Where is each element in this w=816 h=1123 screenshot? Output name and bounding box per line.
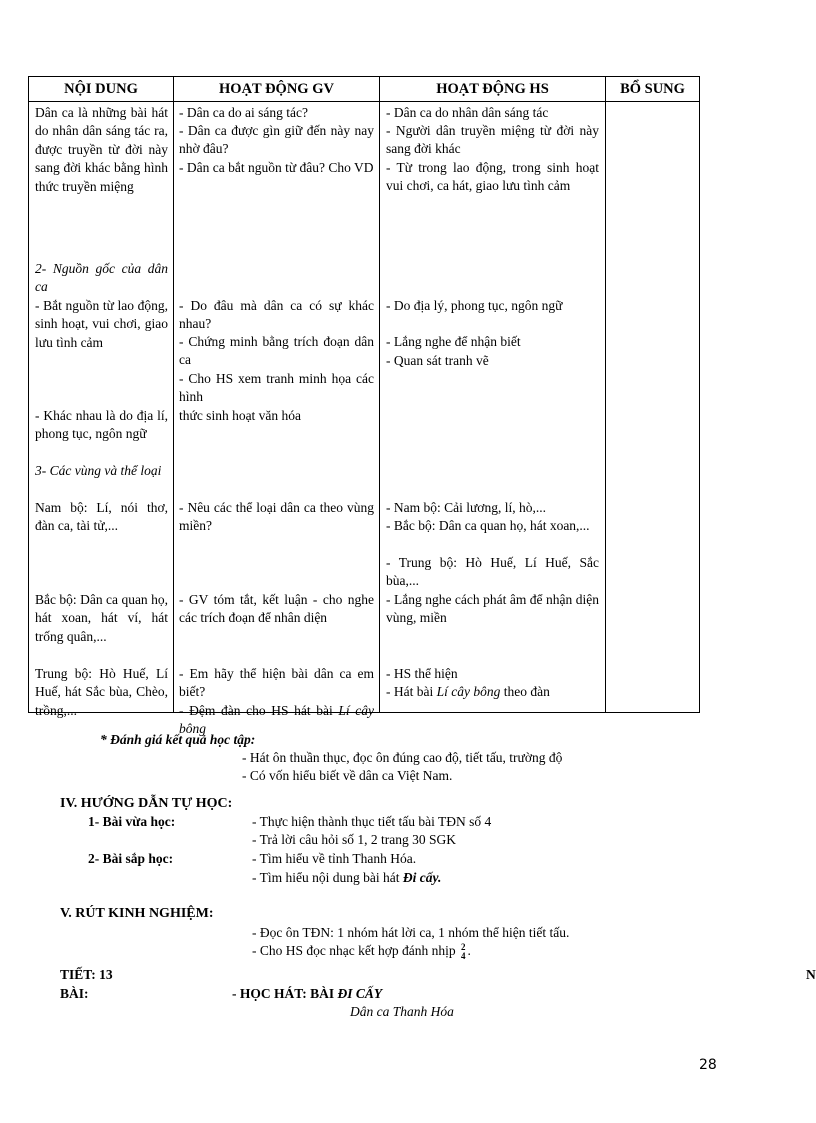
hs-item: - Nam bộ: Cải lương, lí, hò,... (386, 500, 546, 515)
gv-item: - Dân ca bắt nguồn từ đâu? Cho VD (179, 160, 374, 175)
bai-title: - HỌC HÁT: BÀI ĐI CẤY (232, 986, 383, 1001)
gv-item: - GV tóm tắt, kết luận - cho nghe các trích đoạn để nhân diện (179, 592, 374, 626)
section5-item: - Cho HS đọc nhạc kết hợp đánh nhịp 2 4 . (252, 942, 471, 961)
hs-item: - Lắng nghe để nhận biết (386, 334, 521, 349)
assessment-item: - Có vốn hiểu biết về dân ca Việt Nam. (242, 768, 453, 783)
section4-sub2-label: 2- Bài sắp học: (88, 851, 174, 866)
time-signature: 2 4 (460, 942, 466, 961)
noi-dung-item: Bắc bộ: Dân ca quan họ, hát xoan, hát ví, hát trống quân,... (35, 592, 168, 644)
noi-dung-item: Dân ca là những bài hát do nhân dân sáng tác ra, được truyền từ đời này sang đời khác bằng hình thức truyền miệng (35, 105, 168, 194)
gv-item: - Chứng minh bằng trích đoạn dân ca (179, 334, 374, 368)
gv-item: - Em hãy thể hiện bài dân ca em biết? (179, 666, 374, 700)
bo-sung-cell (606, 102, 700, 713)
hoat-dong-hs-cell (380, 102, 606, 713)
section4-title: IV. HƯỚNG DẪN TỰ HỌC: (60, 796, 233, 811)
hs-item: - HS thể hiện (386, 666, 458, 681)
noi-dung-cell (29, 102, 174, 718)
header-hoat-dong-gv: HOẠT ĐỘNG GV (174, 77, 380, 102)
song-origin: Dân ca Thanh Hóa (350, 1004, 454, 1019)
gv-item: - Cho HS xem tranh minh họa các hình (179, 371, 374, 405)
table-body-row (29, 102, 700, 713)
hs-item: - Từ trong lao động, trong sinh hoạt vui chơi, ca hát, giao lưu tình cảm (386, 160, 599, 194)
gv-item: - Dân ca được gìn giữ đến này nay nhờ đâu? (179, 123, 374, 157)
noi-dung-heading: 3- Các vùng và thể loại (35, 463, 162, 478)
gv-item: - Nêu các thể loại dân ca theo vùng miền? (179, 500, 374, 534)
noi-dung-item: - Bắt nguồn từ lao động, sinh hoạt, vui chơi, giao lưu tình cảm (35, 298, 168, 350)
hs-item: - Do địa lý, phong tục, ngôn ngữ (386, 298, 563, 313)
hs-item: - Quan sát tranh vẽ (386, 353, 489, 368)
noi-dung-item: Trung bộ: Hò Huế, Lí Huế, hát Sắc bùa, Chèo, trồng,... (35, 666, 168, 718)
gv-item: - Đệm đàn cho HS hát bài Lí cây bông (179, 703, 375, 737)
hs-item: - Dân ca do nhân dân sáng tác (386, 105, 549, 120)
section4-item: - Trả lời câu hỏi số 1, 2 trang 30 SGK (252, 832, 457, 847)
header-bo-sung: BỔ SUNG (606, 77, 700, 102)
header-hoat-dong-hs: HOẠT ĐỘNG HS (380, 77, 606, 102)
hs-item: - Trung bộ: Hò Huế, Lí Huế, Sắc bùa,... (386, 555, 599, 589)
noi-dung-item: Nam bộ: Lí, nói thơ, đàn ca, tài tử,... (35, 500, 168, 534)
page-number: 28 (699, 1057, 717, 1073)
tiet-label: TIẾT: 13 (60, 967, 113, 982)
hs-item: - Lắng nghe cách phát âm để nhận diện vùng, miền (386, 592, 599, 626)
assessment-title: * Đánh giá kết quả học tập: (100, 732, 256, 747)
hs-item: - Hát bài Lí cây bông theo đàn (386, 684, 550, 699)
lesson-table (28, 76, 700, 737)
hs-item: - Bắc bộ: Dân ca quan họ, hát xoan,... (386, 518, 590, 533)
hoat-dong-gv-cell (174, 102, 380, 737)
header-noi-dung: NỘI DUNG (29, 77, 174, 102)
gv-item: - Do đâu mà dân ca có sự khác nhau? (179, 298, 374, 332)
section5-item: - Đọc ôn TĐN: 1 nhóm hát lời ca, 1 nhóm thể hiện tiết tấu. (252, 925, 570, 940)
edge-letter: N (806, 967, 816, 982)
gv-item: - Dân ca do ai sáng tác? (179, 105, 308, 120)
section4-item: - Tìm hiểu nội dung bài hát Đi cấy. (252, 870, 442, 885)
table-header-row (29, 77, 700, 102)
gv-item: thức sinh hoạt văn hóa (179, 408, 302, 423)
section4-item: - Thực hiện thành thục tiết tấu bài TĐN số 4 (252, 814, 492, 829)
section5-title: V. RÚT KINH NGHIỆM: (60, 906, 214, 921)
section4-item: - Tìm hiểu về tỉnh Thanh Hóa. (252, 851, 417, 866)
section4-sub1-label: 1- Bài vừa học: (88, 814, 176, 829)
noi-dung-heading: 2- Nguồn gốc của dân ca (35, 261, 168, 295)
hs-item: - Người dân truyền miệng từ đời này sang đời khác (386, 123, 599, 157)
bai-label: BÀI: (60, 986, 89, 1001)
noi-dung-item: - Khác nhau là do địa lí, phong tục, ngôn ngữ (35, 408, 168, 442)
assessment-item: - Hát ôn thuần thục, đọc ôn đúng cao độ, tiết tấu, trường độ (242, 750, 563, 765)
